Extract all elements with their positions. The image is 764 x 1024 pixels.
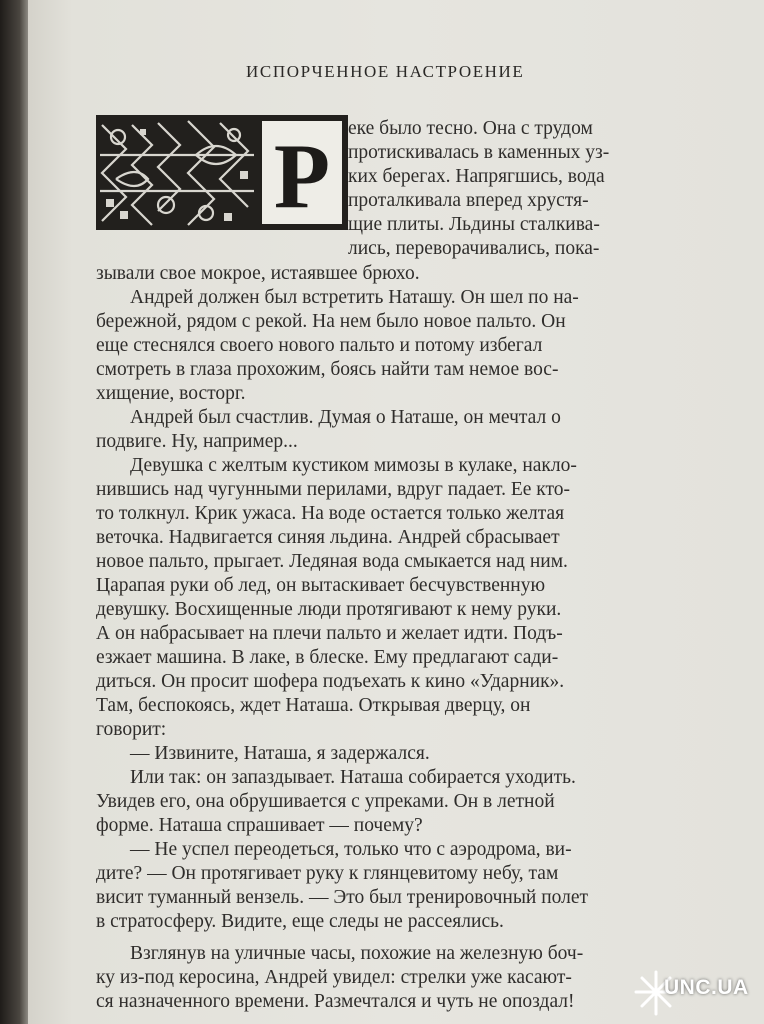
watermark-text: UNC.UA	[664, 976, 749, 999]
text-line: лись, переворачивались, пока-	[348, 238, 600, 259]
text-line: Взглянув на уличные часы, похожие на железную боч-	[130, 943, 584, 964]
text-line: Царапая руки об лед, он вытаскивает бесчувственную	[96, 575, 546, 596]
text-line: Там, беспокоясь, ждет Наташа. Открывая дверцу, он	[96, 695, 531, 716]
text-line: проталкивала вперед хрустя-	[348, 190, 589, 211]
text-line: Андрей был счастлив. Думая о Наташе, он мечтал о	[130, 407, 561, 428]
text-line: диться. Он просит шофера подъехать к кино «Ударник».	[96, 671, 565, 692]
text-line: новое пальто, прыгает. Ледяная вода смыкается над ним.	[96, 551, 568, 572]
text-line: смотреть в глаза прохожим, боясь найти там немое вос-	[96, 359, 559, 380]
text-line: ких берегах. Напрягшись, вода	[348, 166, 605, 187]
text-line: подвиге. Ну, например...	[96, 431, 298, 452]
text-line: Андрей должен был встретить Наташу. Он шел по на-	[130, 287, 579, 308]
text-line: девушку. Восхищенные люди протягивают к нему руки.	[96, 599, 562, 620]
text-line: нившись над чугунными перилами, вдруг падает. Ее кто-	[96, 479, 571, 500]
text-line: висит туманный вензель. — Это был тренировочный полет	[96, 887, 589, 908]
text-line: говорит:	[96, 719, 167, 740]
text-line: — Не успел переодеться, только что с аэродрома, ви-	[130, 839, 572, 860]
text-line: Девушка с желтым кустиком мимозы в кулаке, накло-	[130, 455, 577, 476]
text-line: щие плиты. Льдины сталкива-	[348, 214, 600, 235]
text-line: в стратосферу. Видите, еще следы не рассеялись.	[96, 911, 504, 932]
ornamental-drop-cap	[96, 115, 348, 230]
chapter-heading: ИСПОРЧЕННОЕ НАСТРОЕНИЕ	[246, 62, 525, 81]
text-line: А он набрасывает на плечи пальто и желает идти. Подъ-	[96, 623, 563, 644]
text-line: езжает машина. В лаке, в блеске. Ему предлагают сади-	[96, 647, 559, 668]
text-line: бережной, рядом с рекой. На нем было новое пальто. Он	[96, 311, 566, 332]
book-spine-shadow	[0, 0, 28, 1024]
text-line: протискивалась в каменных уз-	[348, 142, 610, 163]
text-line: еке было тесно. Она с трудом	[348, 118, 593, 139]
text-line: хищение, восторг.	[96, 383, 246, 404]
text-line: ку из-под керосина, Андрей увидел: стрелки уже касают-	[96, 967, 572, 988]
text-line: Увидев его, она обрушивается с упреками. Он в летной	[96, 791, 555, 812]
text-line: форме. Наташа спрашивает — почему?	[96, 815, 423, 836]
text-line: ся назначенного времени. Размечтался и чуть не опоздал!	[96, 991, 575, 1012]
text-line: веточка. Надвигается синяя льдина. Андрей сбрасывает	[96, 527, 560, 548]
text-line: зывали свое мокрое, истаявшее брюхо.	[96, 263, 420, 284]
ornament-pattern	[96, 115, 256, 230]
text-line: — Извините, Наташа, я задержался.	[130, 743, 430, 764]
drop-cap-letter: Р	[273, 125, 331, 227]
text-line: то толкнул. Крик ужаса. На воде остается только желтая	[96, 503, 565, 524]
text-line: Или так: он запаздывает. Наташа собирается уходить.	[130, 767, 576, 788]
book-page	[28, 0, 764, 1024]
text-line: еще стеснялся своего нового пальто и потому избегал	[96, 335, 543, 356]
text-line: дите? — Он протягивает руку к глянцевитому небу, там	[96, 863, 559, 884]
